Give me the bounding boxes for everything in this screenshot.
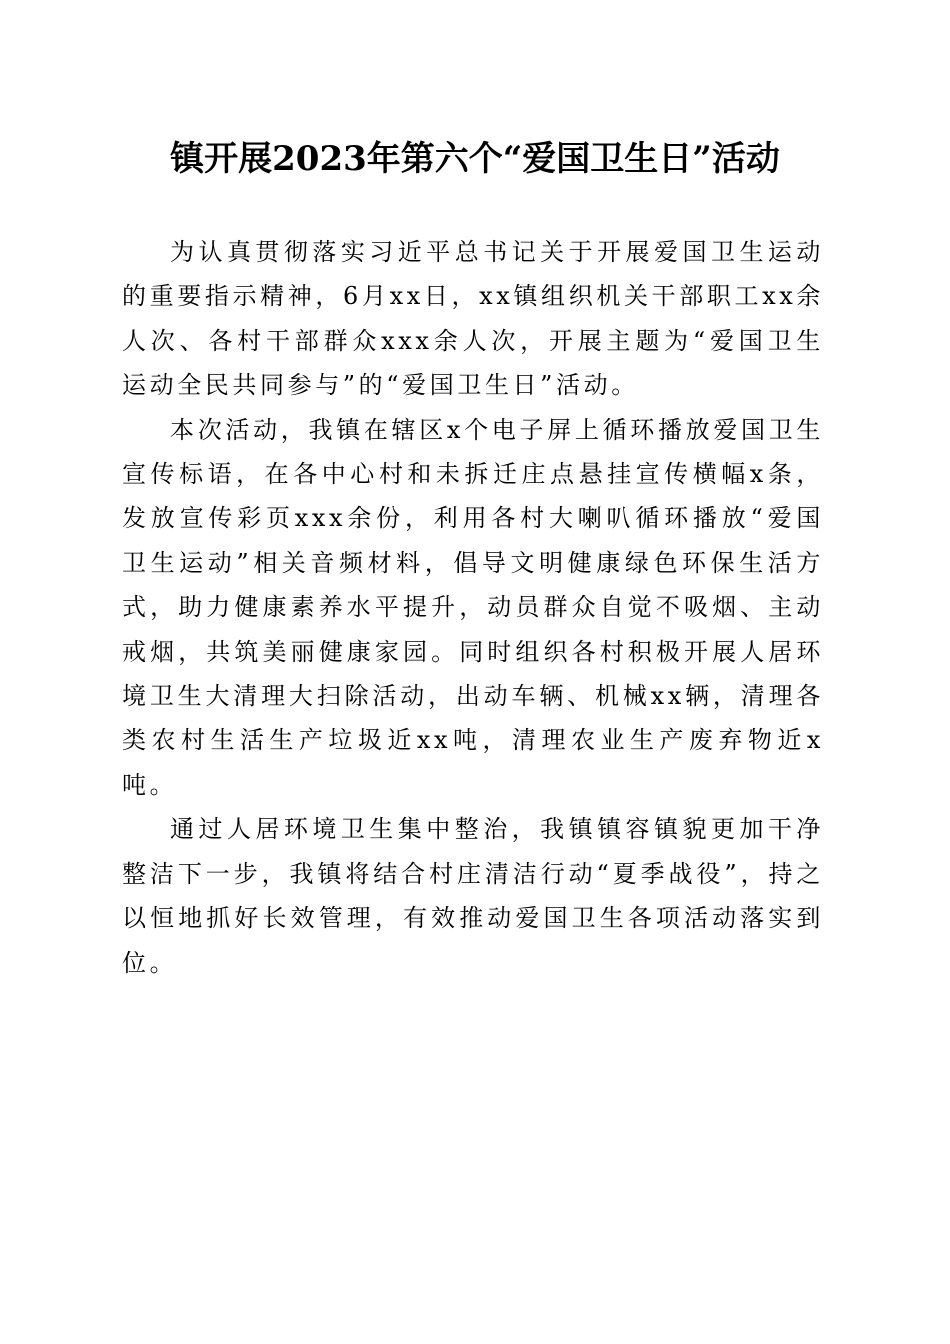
paragraph-2: 本次活动，我镇在辖区x个电子屏上循环播放爱国卫生宣传标语，在各中心村和未拆迁庄点悬挂宣传横幅x条，发放宣传彩页xxx余份，利用各村大喇叭循环播放“爱国卫生运动”相关音频材料，倡导文明健康绿色环保生活方式，助力健康素养水平提升，动员群众自觉不吸烟、主动戒烟，共筑美丽健康家园。同时组织各村积极开展人居环境卫生大清理大扫除活动，出动车辆、机械xx辆，清理各类农村生活生产垃圾近xx吨，清理农业生产废弃物近x吨。	[122, 415, 824, 799]
paragraph-3: 通过人居环境卫生集中整治，我镇镇容镇貌更加干净整洁下一步，我镇将结合村庄清洁行动“夏季战役”，持之以恒地抓好长效管理，有效推动爱国卫生各项活动落实到位。	[122, 815, 824, 977]
document-title: 镇开展2023年第六个“爱国卫生日”活动	[170, 139, 780, 179]
document-body	[122, 230, 824, 985]
paragraph-1: 为认真贯彻落实习近平总书记关于开展爱国卫生运动的重要指示精神，6月xx日，xx镇组织机关干部职工xx余人次、各村干部群众xxx余人次，开展主题为“爱国卫生运动全民共同参与”的“爱国卫生日”活动。	[122, 238, 824, 400]
